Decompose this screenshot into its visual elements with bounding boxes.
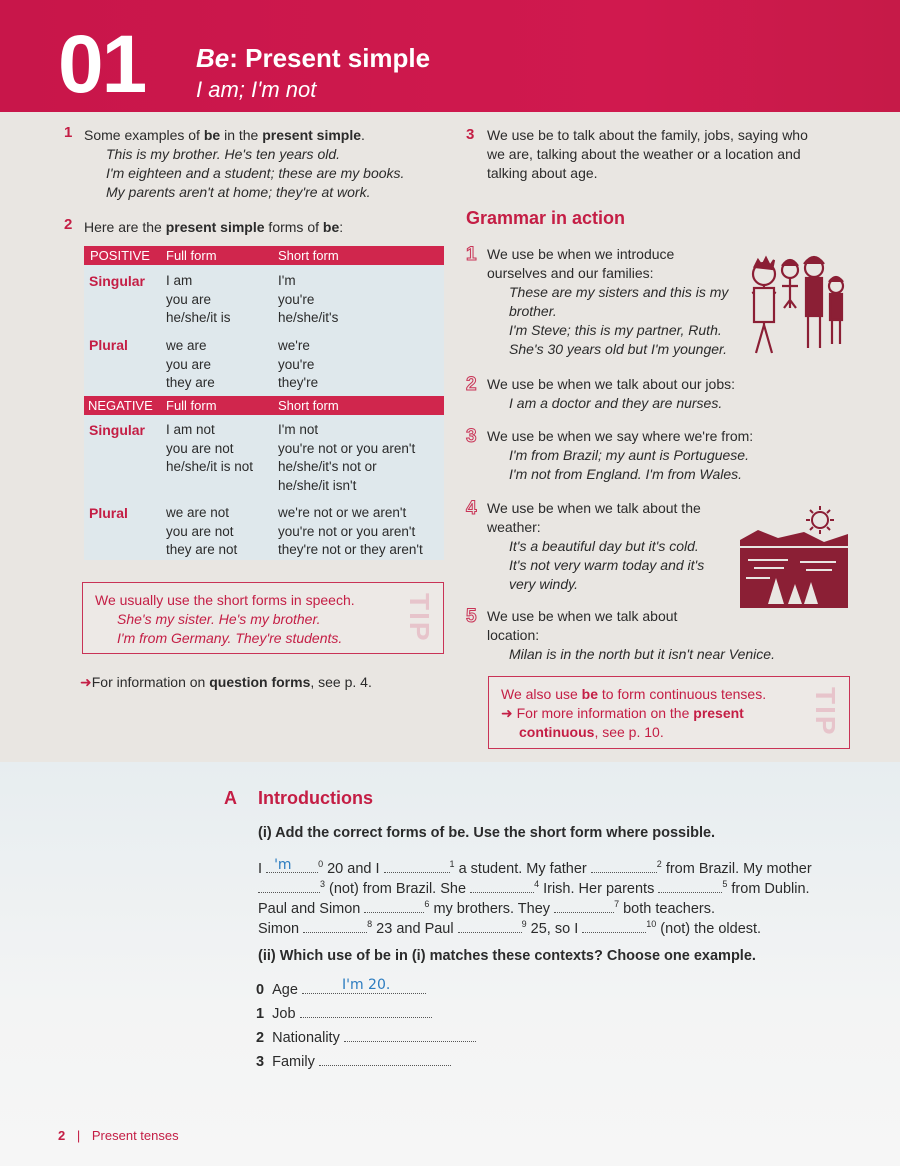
answer-blank[interactable] [300, 1004, 432, 1018]
section-1-text: Some examples of be in the present simple. This is my brother. He's ten years old. I'm eighteen and a student; these are my books. My parents aren't at home; they're at work. [84, 127, 405, 200]
gia-item-4: We use be when we talk about the weather: It's a beautiful day but it's cold. It's not very warm today and it's very windy. [487, 500, 705, 592]
answer-blank[interactable] [470, 879, 534, 893]
section-3-number: 3 [466, 126, 475, 143]
exercise-instruction-1: (i) Add the correct forms of be. Use the short form where possible. [258, 825, 716, 841]
answer-blank[interactable] [591, 859, 657, 873]
page-number: 2 [58, 1128, 66, 1143]
short-forms: I'm not you're not or you aren't he/she/it's not or he/she/it isn't [278, 422, 416, 493]
exercise-title: Introductions [258, 788, 373, 808]
unit-header [0, 0, 900, 112]
tip-box: We also use be to form continuous tenses. ➜ For more information on the present continuous, see p. 10. TIP [488, 676, 850, 749]
unit-subtitle: I am; I'm not [196, 77, 317, 102]
negative-header: NEGATIVE Full form Short form [84, 396, 444, 415]
exercise-sentence-line: Simon $^8$ 23 and Paul $^9$ 25, so I $^{10}$ (not) the oldest. [258, 919, 762, 937]
short-forms: we're not or we aren't you're not or you aren't they're not or they aren't [278, 505, 423, 557]
gia-item-2: We use be when we talk about our jobs: I am a doctor and they are nurses. [487, 376, 736, 411]
item-number: 1 [466, 244, 477, 265]
tip-label: TIP [404, 593, 435, 643]
singular-label: Singular [89, 273, 146, 289]
be-forms-table [84, 246, 444, 560]
answer-blank[interactable]: 'm [266, 859, 318, 873]
answer-blank[interactable] [319, 1052, 451, 1066]
section-1-number: 1 [64, 124, 73, 141]
exercise-sentence-line: $^3$ (not) from Brazil. She $^4$ Irish. Her parents $^5$ from Dublin. [258, 875, 810, 899]
tip-box: We usually use the short forms in speech. She's my sister. He's my brother. I'm from Germany. They're students. TIP [82, 582, 444, 654]
item-number: 2 [466, 374, 477, 395]
plural-label: Plural [89, 337, 128, 353]
example-line: This is my brother. He's ten years old. [106, 146, 341, 162]
gia-item-5: We use be when we talk about location: Milan is in the north but it isn't near Venice. [487, 608, 775, 662]
answer-blank[interactable]: I'm 20. [302, 980, 426, 994]
answer-blank[interactable] [364, 899, 424, 913]
gia-item-3: We use be when we say where we're from: I'm from Brazil; my aunt is Portuguese. I'm not from England. I'm from Wales. [487, 428, 754, 482]
page-footer: 2 | Present tenses [58, 1128, 179, 1143]
context-row: 3 Family [256, 1052, 451, 1070]
gia-item-1: We use be when we introduce ourselves and our families: These are my sisters and this is my brother. I'm Steve; this is my partner, Ruth. She's 30 years old but I'm younger. [487, 246, 729, 357]
singular-label: Singular [89, 422, 146, 438]
unit-number: 01 [58, 19, 146, 110]
exercise-sentence-line: Paul and Simon $^6$ my brothers. They $^7$ both teachers. [258, 899, 715, 917]
grammar-in-action-title: Grammar in action [466, 208, 626, 228]
short-forms: we're you're they're [278, 338, 319, 390]
item-number: 4 [466, 498, 477, 519]
section-2-number: 2 [64, 216, 73, 233]
answer-blank[interactable] [582, 919, 646, 933]
weather-illustration [740, 504, 848, 608]
answer-blank[interactable] [458, 919, 522, 933]
tip-label: TIP [810, 687, 841, 737]
answer-blank[interactable] [384, 859, 450, 873]
answer-blank[interactable] [554, 899, 614, 913]
answer-blank[interactable] [658, 879, 722, 893]
context-row: 2 Nationality [256, 1028, 476, 1046]
section-3-text: We use be to talk about the family, jobs, saying who we are, talking about the weather or a location and talking about age. [487, 127, 808, 181]
example-line: I'm eighteen and a student; these are my books. [106, 165, 405, 181]
answer-blank[interactable] [258, 879, 320, 893]
exercise-instruction-2: (ii) Which use of be in (i) matches these contexts? Choose one example. [258, 948, 756, 964]
plural-label: Plural [89, 505, 128, 521]
item-number: 3 [466, 426, 477, 447]
exercise-area [0, 762, 900, 1166]
full-forms: I am you are he/she/it is [166, 273, 231, 325]
answer-blank[interactable] [303, 919, 367, 933]
example-line: My parents aren't at home; they're at work. [106, 184, 371, 200]
answer-blank[interactable] [344, 1028, 476, 1042]
family-illustration [742, 248, 848, 354]
full-forms: I am not you are not he/she/it is not [166, 422, 254, 474]
footer-section: Present tenses [91, 1128, 179, 1143]
positive-header: POSITIVE Full form Short form [84, 246, 444, 265]
unit-title: Be: Present simple [196, 43, 431, 73]
question-forms-reference: ➜For information on question forms, see p. 4. [80, 674, 372, 690]
section-2-text: Here are the present simple forms of be: [84, 219, 344, 235]
full-forms: we are you are they are [166, 338, 215, 390]
exercise-letter: A [224, 788, 237, 808]
short-forms: I'm you're he/she/it's [278, 273, 339, 325]
item-number: 5 [466, 606, 477, 627]
full-forms: we are not you are not they are not [166, 505, 238, 557]
exercise-sentence-line: I 'm $^0$ 20 and I $^1$ a student. My father $^2$ from Brazil. My mother [258, 856, 812, 877]
context-row: 0 Age I'm 20. [256, 980, 426, 998]
context-row: 1 Job [256, 1004, 432, 1022]
